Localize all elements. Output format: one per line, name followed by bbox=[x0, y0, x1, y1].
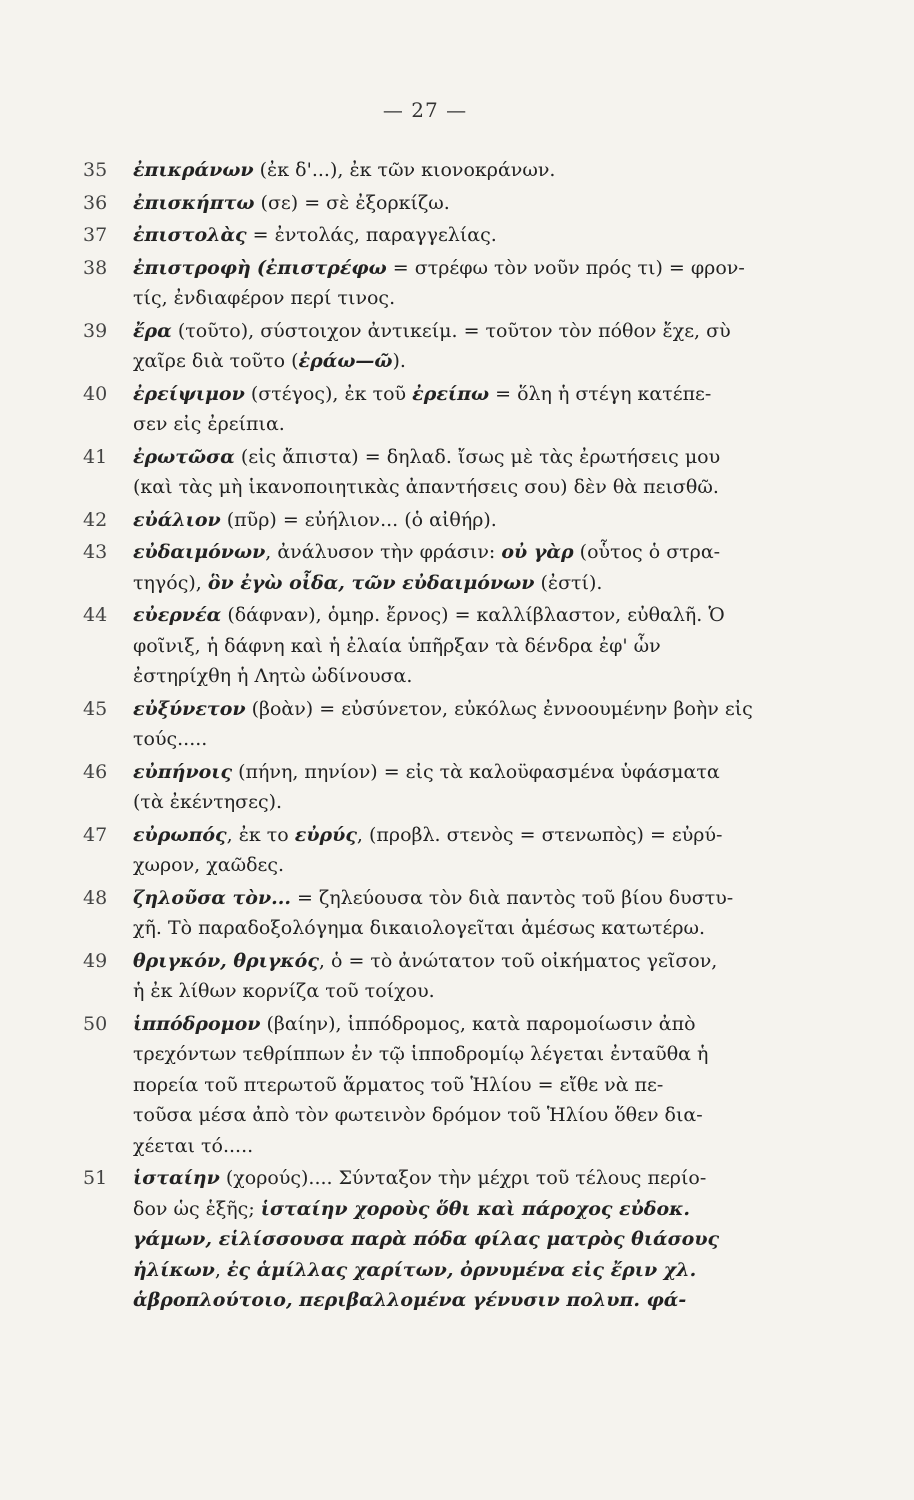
entry-line bbox=[133, 600, 815, 631]
glossary-entry bbox=[83, 442, 815, 503]
entry-text: (στέγος), ἐκ τοῦ bbox=[244, 382, 413, 405]
entry-text: ἐστηρίχθη ἡ Λητὼ ὠδίνουσα. bbox=[133, 665, 413, 687]
entry-text: (χορούς).... Σύνταξον τὴν μέχρι τοῦ τέλους περίο- bbox=[219, 1167, 707, 1189]
entry-text: (καὶ τὰς μὴ ἱκανοποιητικὰς ἀπαντήσεις σου) δὲν θὰ πεισθῶ. bbox=[133, 476, 719, 498]
headword: (ἐπιστρέφω bbox=[256, 256, 387, 279]
entry-number: 41 bbox=[83, 445, 108, 468]
headword: εὐάλιον bbox=[133, 508, 221, 531]
entry-text: = ἐντολάς, παραγγελίας. bbox=[246, 224, 497, 246]
entry-text: τούς..... bbox=[133, 728, 208, 750]
entry-text: σεν εἰς ἐρείπια. bbox=[133, 413, 285, 435]
glossary-entry bbox=[83, 946, 815, 1007]
page-number: — 27 — bbox=[382, 98, 468, 122]
entry-text: (ἐκ δ'...), ἐκ τῶν κιονοκράνων. bbox=[253, 159, 556, 181]
entry-line bbox=[133, 1255, 815, 1286]
entry-text: , ὁ = τὸ ἀνώτατον τοῦ οἰκήματος γεῖσον, bbox=[318, 949, 718, 972]
headword: ἐς ἁμίλλας χαρίτων, ὀρνυμένα εἰς ἔριν χλ. bbox=[226, 1258, 697, 1281]
headword: γάμων, εἱλίσσουσα παρὰ πόδα φίλας ματρὸς θιάσους bbox=[133, 1228, 720, 1250]
entry-text: φοῖνιξ, ἡ δάφνη καὶ ἡ ἐλαία ὑπῆρξαν τὰ δένδρα ἐφ' ὧν bbox=[133, 634, 661, 657]
entry-text: τρεχόντων τεθρίππων ἐν τῷ ἱπποδρομίῳ λέγεται ἐνταῦθα ἡ bbox=[133, 1043, 709, 1065]
entry-text: χωρον, χαῶδες. bbox=[133, 854, 285, 876]
headword: ἐρωτῶσα bbox=[133, 445, 235, 468]
entry-line bbox=[133, 568, 815, 599]
headword: ἔρα bbox=[133, 319, 172, 342]
glossary-entry bbox=[83, 537, 815, 598]
entry-line bbox=[133, 1224, 815, 1255]
entry-line bbox=[133, 976, 815, 1007]
entry-line bbox=[133, 913, 815, 944]
entry-line bbox=[133, 472, 815, 503]
glossary-entry bbox=[83, 379, 815, 440]
headword: ἱππόδρομον bbox=[133, 1012, 261, 1035]
entry-line bbox=[133, 724, 815, 755]
entry-number: 37 bbox=[83, 224, 108, 246]
glossary-entry bbox=[83, 253, 815, 314]
entry-text: , ἐκ το bbox=[226, 823, 295, 846]
entry-line bbox=[133, 346, 815, 377]
headword: ἁβροπλούτοιο, περιβαλλομένα γένυσιν πολυπ. φά- bbox=[133, 1289, 687, 1311]
headword: οὐ γὰρ bbox=[501, 541, 574, 563]
headword: εὐρύς bbox=[294, 823, 357, 846]
entry-text: (τὰ ἐκέντησες). bbox=[133, 791, 283, 813]
entry-text: χέεται τό..... bbox=[133, 1134, 254, 1157]
headword: ἐπιστολὰς bbox=[133, 224, 247, 246]
entry-number: 35 bbox=[83, 159, 108, 181]
entry-text: = ὅλη ἡ στέγη κατέπε- bbox=[489, 382, 712, 405]
glossary-entry bbox=[83, 1163, 815, 1316]
entry-text: (πῦρ) = εὐήλιον... (ὁ αἰθήρ). bbox=[220, 508, 497, 531]
entry-number: 48 bbox=[83, 886, 108, 909]
headword: εὐπήνοις bbox=[133, 760, 233, 783]
entry-line bbox=[133, 661, 815, 692]
entry-number: 51 bbox=[83, 1167, 108, 1189]
glossary-entry bbox=[83, 220, 815, 251]
entry-text: (τοῦτο), σύστοιχον ἀντικείμ. = τοῦτον τὸν πόθον ἔχε, σὺ bbox=[171, 319, 731, 342]
entry-line bbox=[133, 883, 815, 914]
entry-text: , (προβλ. στενὸς = στενωπὸς) = εὐρύ- bbox=[356, 823, 723, 846]
glossary-entry bbox=[83, 757, 815, 818]
entry-number: 47 bbox=[83, 823, 108, 846]
entry-line bbox=[133, 537, 815, 568]
headword: θριγκόν, θριγκός bbox=[133, 949, 319, 972]
glossary-entry bbox=[83, 316, 815, 377]
headword: ἐπισκήπτω bbox=[133, 191, 255, 214]
entry-line bbox=[133, 1039, 815, 1070]
headword: εὐρωπός bbox=[133, 823, 227, 846]
headword: ἱσταίην χοροὺς ὅθι καὶ πάροχος εὐδοκ. bbox=[260, 1197, 690, 1220]
entry-line bbox=[133, 820, 815, 851]
entry-line bbox=[133, 283, 815, 314]
headword: ζηλοῦσα τὸν... bbox=[133, 886, 291, 909]
entry-text: (πήνη, πηνίον) = εἰς τὰ καλοϋφασμένα ὑφάσματα bbox=[232, 760, 720, 783]
entry-text: (οὗτος ὁ στρα- bbox=[573, 541, 721, 563]
entry-line bbox=[133, 188, 815, 219]
entry-line bbox=[133, 694, 815, 725]
entry-line bbox=[133, 379, 815, 410]
entry-line bbox=[133, 316, 815, 347]
entry-line bbox=[133, 787, 815, 818]
entry-text: (ἐστί). bbox=[534, 571, 603, 594]
entry-line bbox=[133, 155, 815, 186]
entry-number: 43 bbox=[83, 541, 108, 563]
entry-number: 38 bbox=[83, 256, 108, 279]
entry-text: τοῦσα μέσα ἀπὸ τὸν φωτεινὸν δρόμον τοῦ Ἡλίου ὅθεν δια- bbox=[133, 1104, 703, 1126]
headword: ἐπιστροφὴ bbox=[133, 256, 251, 279]
glossary-entry bbox=[83, 600, 815, 692]
headword: εὐερνέα bbox=[133, 604, 222, 626]
entry-text: (βαίην), ἱππόδρομος, κατὰ παρομοίωσιν ἀπὸ bbox=[260, 1012, 696, 1035]
headword: ἐρείψιμον bbox=[133, 382, 245, 405]
entry-text: (σε) = σὲ ἐξορκίζω. bbox=[254, 191, 450, 214]
entry-text: τηγός), bbox=[133, 571, 208, 594]
entry-number: 45 bbox=[83, 697, 108, 720]
entry-line bbox=[133, 757, 815, 788]
entry-line bbox=[133, 220, 815, 251]
entry-line bbox=[133, 1131, 815, 1162]
entry-line bbox=[133, 1070, 815, 1101]
entry-text: (δάφναν), ὁμηρ. ἔρνος) = καλλίβλαστον, εὐθαλῆ. Ὁ bbox=[221, 604, 725, 626]
entry-line bbox=[133, 442, 815, 473]
headword: εὐξύνετον bbox=[133, 697, 246, 720]
entry-number: 39 bbox=[83, 319, 108, 342]
entry-number: 50 bbox=[83, 1012, 108, 1035]
headword: ἐρείπω bbox=[412, 382, 490, 405]
entry-number: 44 bbox=[83, 604, 108, 626]
entry-text: ). bbox=[392, 350, 406, 372]
glossary-entry bbox=[83, 1009, 815, 1162]
entry-text: χαῖρε διὰ τοῦτο ( bbox=[133, 350, 299, 372]
entry-line bbox=[133, 631, 815, 662]
entry-text: (εἰς ἄπιστα) = δηλαδ. ἴσως μὲ τὰς ἐρωτήσεις μου bbox=[234, 445, 721, 468]
glossary-entry bbox=[83, 505, 815, 536]
entry-line bbox=[133, 1100, 815, 1131]
glossary-entries bbox=[83, 155, 815, 1318]
entry-text: πορεία τοῦ πτερωτοῦ ἅρματος τοῦ Ἡλίου = εἴθε νὰ πε- bbox=[133, 1073, 664, 1096]
entry-text: = στρέφω τὸν νοῦν πρός τι) = φρον- bbox=[386, 256, 745, 279]
headword: ὃν ἐγὼ οἶδα, τῶν εὐδαιμόνων bbox=[207, 571, 535, 594]
entry-number: 36 bbox=[83, 191, 108, 214]
glossary-entry bbox=[83, 820, 815, 881]
entry-line bbox=[133, 253, 815, 284]
headword: ἐπικράνων bbox=[133, 159, 254, 181]
entry-line bbox=[133, 850, 815, 881]
entry-text: ἡ ἐκ λίθων κορνίζα τοῦ τοίχου. bbox=[133, 980, 435, 1002]
glossary-entry bbox=[83, 188, 815, 219]
entry-number: 40 bbox=[83, 382, 108, 405]
glossary-entry bbox=[83, 155, 815, 186]
entry-text: , bbox=[214, 1258, 227, 1281]
entry-line bbox=[133, 1285, 815, 1316]
entry-line bbox=[133, 1194, 815, 1225]
entry-text: δον ὡς ἑξῆς; bbox=[133, 1197, 261, 1220]
headword: ἡλίκων bbox=[133, 1258, 215, 1281]
entry-text: τίς, ἐνδιαφέρον περί τινος. bbox=[133, 287, 396, 309]
entry-line bbox=[133, 409, 815, 440]
headword: εὐδαιμόνων bbox=[133, 541, 266, 563]
entry-line bbox=[133, 505, 815, 536]
glossary-entry bbox=[83, 694, 815, 755]
entry-line bbox=[133, 946, 815, 977]
entry-number: 49 bbox=[83, 949, 108, 972]
headword: ἐράω—ῶ bbox=[298, 350, 393, 372]
entry-text: χῆ. Τὸ παραδοξολόγημα δικαιολογεῖται ἀμέσως κατωτέρω. bbox=[133, 917, 706, 939]
entry-text: = ζηλεύουσα τὸν διὰ παντὸς τοῦ βίου δυστυ- bbox=[290, 886, 734, 909]
glossary-entry bbox=[83, 883, 815, 944]
entry-number: 46 bbox=[83, 760, 108, 783]
entry-text: , ἀνάλυσον τὴν φράσιν: bbox=[265, 541, 502, 563]
entry-line bbox=[133, 1163, 815, 1194]
entry-number: 42 bbox=[83, 508, 108, 531]
headword: ἱσταίην bbox=[133, 1167, 220, 1189]
entry-line bbox=[133, 1009, 815, 1040]
entry-text: (βοὰν) = εὐσύνετον, εὐκόλως ἐννοουμένην βοὴν εἰς bbox=[245, 697, 753, 720]
